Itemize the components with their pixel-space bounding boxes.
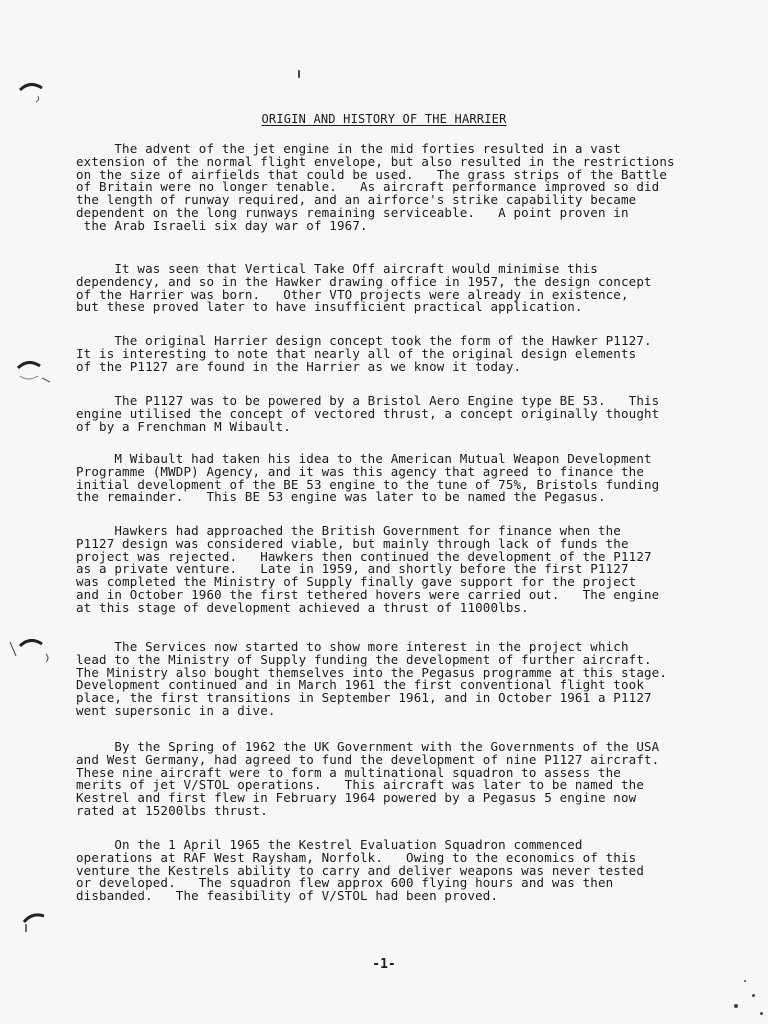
paragraph (76, 641, 680, 718)
text-line: project was rejected. Hawkers then continued the development of the P1127 (76, 548, 652, 564)
text-line: P1127 design was considered viable, but mainly through lack of funds the (76, 535, 629, 551)
text-line: The advent of the jet engine in the mid forties resulted in a vast (76, 141, 621, 156)
text-line: rated at 15200lbs thrust. (76, 802, 268, 818)
text-line: The Ministry also bought themselves into the Pegasus programme at this stage. (76, 664, 668, 680)
document-title: ORIGIN AND HISTORY OF THE HARRIER (261, 112, 507, 126)
text-line: at this stage of development achieved a thrust of 11000lbs. (76, 599, 529, 615)
text-line: Hawkers had approached the British Government for finance when the (76, 523, 621, 538)
text-line: dependent on the long runways remaining serviceable. A point proven in (76, 204, 629, 220)
text-line: of Britain were no longer tenable. As aircraft performance improved so did (76, 179, 660, 195)
text-line: On the 1 April 1965 the Kestrel Evaluation Squadron commenced (76, 837, 583, 852)
punch-hole-icon (8, 634, 54, 668)
text-line: Kestrel and first flew in February 1964 powered by a Pegasus 5 engine now (76, 790, 637, 806)
text-line: venture the Kestrels ability to carry and deliver weapons was never tested (76, 862, 644, 878)
text-line: and in October 1960 the first tethered hovers were carried out. The engine (76, 586, 660, 602)
paragraph (76, 263, 680, 314)
text-line: of the Harrier was born. Other VTO projects were already in existence, (76, 286, 629, 302)
text-line: Development continued and in March 1961 the first conventional flight took (76, 677, 644, 693)
punch-hole-icon (18, 78, 44, 104)
scan-speck (744, 980, 746, 982)
text-line: These nine aircraft were to form a multinational squadron to assess the (76, 764, 621, 780)
text-line: of by a Frenchman M Wibault. (76, 418, 291, 434)
text-line: as a private venture. Late in 1959, and shortly before the first P1127 (76, 561, 629, 577)
text-line: The Services now started to show more interest in the project which (76, 639, 629, 654)
text-line: By the Spring of 1962 the UK Government with the Governments of the USA (76, 739, 660, 754)
text-line: went supersonic in a dive. (76, 702, 276, 718)
text-line: disbanded. The feasibility of V/STOL had been proved. (76, 888, 499, 904)
paragraph (76, 741, 680, 818)
text-line: the length of runway required, and an airforce's strike capability became (76, 192, 637, 208)
text-line: Programme (MWDP) Agency, and it was this agency that agreed to finance the (76, 463, 644, 479)
paragraph (76, 395, 680, 433)
paragraph (76, 525, 680, 615)
text-line: the remainder. This BE 53 engine was later to be named the Pegasus. (76, 489, 606, 505)
text-line: but these proved later to have insufficient practical application. (76, 299, 583, 315)
scan-speck (760, 1012, 763, 1015)
text-line: M Wibault had taken his idea to the American Mutual Weapon Development (76, 451, 652, 466)
scan-speck (734, 1004, 738, 1008)
text-line: initial development of the BE 53 engine to the tune of 75%, Bristols funding (76, 476, 660, 492)
paragraph (76, 839, 680, 903)
text-line: dependency, and so in the Hawker drawing office in 1957, the design concept (76, 273, 652, 289)
text-line: place, the first transitions in September 1961, and in October 1961 a P1127 (76, 690, 652, 706)
paragraph (76, 335, 680, 373)
text-line: The original Harrier design concept took the form of the Hawker P1127. (76, 333, 652, 348)
text-line: on the size of airfields that could be used. The grass strips of the Battle (76, 166, 668, 182)
scan-speck (752, 994, 755, 997)
text-line: It is interesting to note that nearly all of the original design elements (76, 345, 637, 361)
text-line: merits of jet V/STOL operations. This aircraft was later to be named the (76, 777, 644, 793)
text-line: The P1127 was to be powered by a Bristol Aero Engine type BE 53. This (76, 393, 660, 408)
text-line: operations at RAF West Raysham, Norfolk. Owing to the economics of this (76, 849, 637, 865)
text-line: was completed the Ministry of Supply finally gave support for the project (76, 574, 637, 590)
text-line: the Arab Israeli six day war of 1967. (76, 217, 368, 233)
text-line: and West Germany, had agreed to fund the development of nine P1127 aircraft. (76, 751, 660, 767)
text-line: It was seen that Vertical Take Off aircraft would minimise this (76, 261, 598, 276)
scan-speck (298, 70, 300, 78)
page-number: -1- (372, 957, 396, 972)
text-line: lead to the Ministry of Supply funding the development of further aircraft. (76, 651, 652, 667)
text-line: extension of the normal flight envelope, but also resulted in the restrictions (76, 153, 675, 169)
text-line: engine utilised the concept of vectored thrust, a concept originally thought (76, 405, 660, 421)
paragraph (76, 143, 680, 233)
punch-hole-icon (14, 356, 54, 386)
text-line: of the P1127 are found in the Harrier as we know it today. (76, 358, 522, 374)
text-line: or developed. The squadron flew approx 600 flying hours and was then (76, 875, 614, 891)
punch-hole-icon (22, 908, 48, 934)
paragraph (76, 453, 680, 504)
